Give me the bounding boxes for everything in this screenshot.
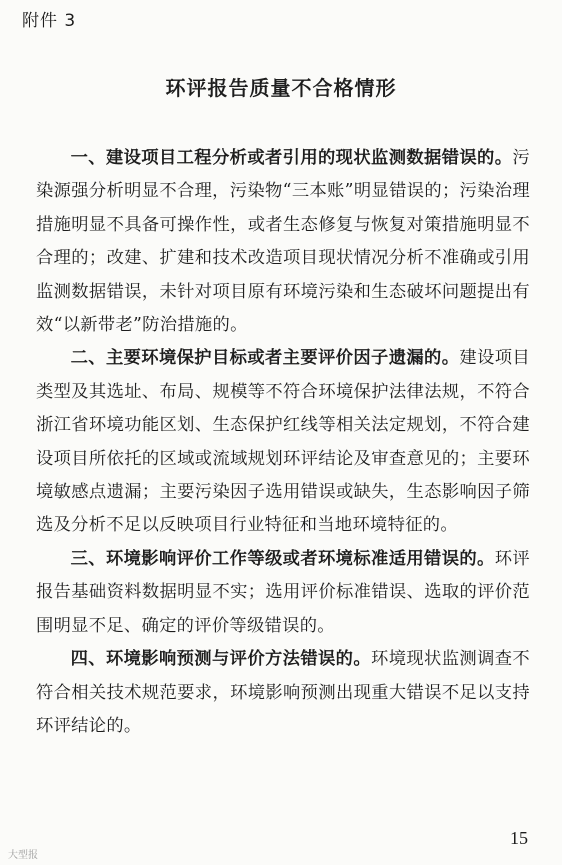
list-item (36, 543, 530, 643)
list-item (36, 643, 530, 743)
item-heading: 三、环境影响评价工作等级或者环境标准适用错误的。 (70, 548, 495, 569)
list-item (36, 342, 530, 542)
item-text: 环境现状监测调查不符合相关技术规范要求，环境影响预测出现重大错误不足以支持环评结论的。 (36, 649, 530, 736)
attachment-label: 附件 3 (22, 11, 77, 31)
item-heading: 四、环境影响预测与评价方法错误的。 (70, 649, 372, 670)
item-text: 污染源强分析明显不合理，污染物“三本账”明显错误的；污染治理措施明显不具备可操作性，或者生态修复与恢复对策措施明显不合理的；改建、扩建和技术改造项目现状情况分析不准确或引用监测数据错误，未针对项目原有环境污染和生态破坏问题提出有效“以新带老”防治措施的。 (36, 148, 530, 336)
item-text: 环评报告基础资料数据明显不实；选用评价标准错误、选取的评价范围明显不足、确定的评价等级错误的。 (36, 548, 531, 636)
item-heading: 二、主要环境保护目标或者主要评价因子遗漏的。 (70, 348, 460, 369)
document-body (36, 142, 530, 743)
item-text: 建设项目类型及其选址、布局、规模等不符合环境保护法律法规，不符合浙江省环境功能区划、生态保护红线等相关法定规划，不符合建设项目所依托的区域或流域规划环评结论及审查意见的；主要环境敏感点遗漏；主要污染因子选用错误或缺失，生态影响因子筛选及分析不足以反映项目行业特征和当地环境特征的。 (36, 348, 530, 536)
page-number: 15 (510, 828, 528, 848)
document-title: 环评报告质量不合格情形 (165, 76, 397, 100)
list-item (36, 142, 530, 342)
watermark: 大型报 (8, 850, 38, 861)
item-heading: 一、建设项目工程分析或者引用的现状监测数据错误的。 (70, 148, 513, 168)
